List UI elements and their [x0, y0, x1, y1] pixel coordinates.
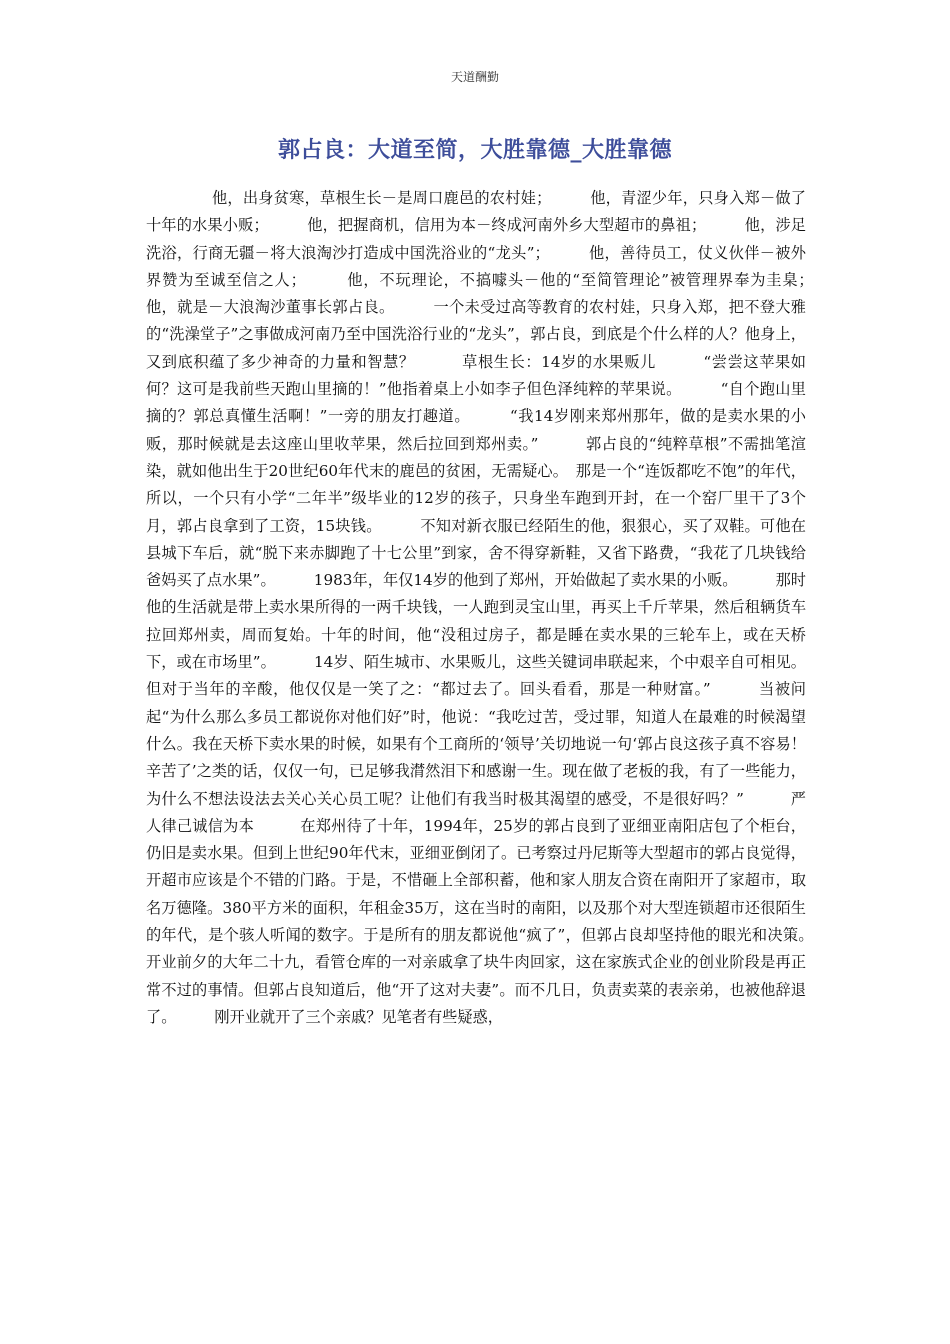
document-body-paragraph: 他，出身贫寒，草根生长－是周口鹿邑的农村娃； 他，青涩少年，只身入郑－做了十年的水果小贩； 他，把握商机，信用为本－终成河南外乡大型超市的鼻祖； 他，涉足洗浴，行商无疆－将大浪淘沙打造成中国洗浴业的“龙头”； 他，善待员工，仗义伙伴－被外界赞为至诚至信之人； 他，不玩理论，不搞噱头－他的“至简管理论”被管理界奉为圭臬； 他，就是－大浪淘沙董事长郭占良。 一个未受过高等教育的农村娃，只身入郑，把不登大雅的“洗澡堂子”之事做成河南乃至中国洗浴行业的“龙头”，郭占良，到底是个什么样的人？他身上，又到底积蕴了多少神奇的力量和智慧？ 草根生长：14岁的水果贩儿 “尝尝这苹果如何？这可是我前些天跑山里摘的！”他指着桌上小如李子但色泽纯粹的苹果说。 “自个跑山里摘的？郭总真懂生活啊！”一旁的朋友打趣道。 “我14岁刚来郑州那年，做的是卖水果的小贩，那时候就是去这座山里收苹果，然后拉回到郑州卖。” 郭占良的“纯粹草根”不需拙笔渲染，就如他出生于20世纪60年代末的鹿邑的贫困，无需疑心。 那是一个“连饭都吃不饱”的年代，所以，一个只有小学“二年半”级毕业的12岁的孩子，只身坐车跑到开封，在一个窑厂里干了3个月，郭占良拿到了工资，15块钱。 不知对新衣服已经陌生的他，狠狠心，买了双鞋。可他在县城下车后，就“脱下来赤脚跑了十七公里”到家，舍不得穿新鞋，又省下路费，“我花了几块钱给爸妈买了点水果”。 1983年，年仅14岁的他到了郑州，开始做起了卖水果的小贩。 那时他的生活就是带上卖水果所得的一两千块钱，一人跑到灵宝山里，再买上千斤苹果，然后租辆货车拉回郑州卖，周而复始。十年的时间，他“没租过房子，都是睡在卖水果的三轮车上，或在天桥下，或在市场里”。 14岁、陌生城市、水果贩儿，这些关键词串联起来，个中艰辛自可相见。但对于当年的辛酸，他仅仅是一笑了之：“都过去了。回头看看，那是一种财富。” 当被问起“为什么那么多员工都说你对他们好”时，他说：“我吃过苦，受过罪，知道人在最难的时候渴望什么。我在天桥下卖水果的时候，如果有个工商所的‘领导’关切地说一句‘郭占良这孩子真不容易！辛苦了’之类的话，仅仅一句，已足够我潸然泪下和感谢一生。现在做了老板的我，有了一些能力，为什么不想法设法去关心关心员工呢？让他们有我当时极其渴望的感受，不是很好吗？” 严人律己诚信为本 在郑州待了十年，1994年，25岁的郭占良到了亚细亚南阳店包了个柜台，仍旧是卖水果。但到上世纪90年代末，亚细亚倒闭了。已考察过丹尼斯等大型超市的郭占良觉得，开超市应该是个不错的门路。于是，不惜砸上全部积蓄，他和家人朋友合资在南阳开了家超市，取名万德隆。380平方米的面积，年租金35万，这在当时的南阳，以及那个对大型连锁超市还很陌生的年代，是个骇人听闻的数字。于是所有的朋友都说他“疯了”，但郭占良却坚持他的眼光和决策。 开业前夕的大年二十九，看管仓库的一对亲戚拿了块牛肉回家，这在家族式企业的创业阶段是再正常不过的事情。但郭占良知道后，他“开了这对夫妻”。而不几日，负责卖菜的表亲弟，也被他辞退了。 刚开业就开了三个亲戚？见笔者有些疑惑， [146, 189, 852, 1026]
document-title: 郭占良：大道至简，大胜靠德_大胜靠德 [277, 138, 672, 163]
page-header: 天道酬勤 [450, 70, 499, 84]
